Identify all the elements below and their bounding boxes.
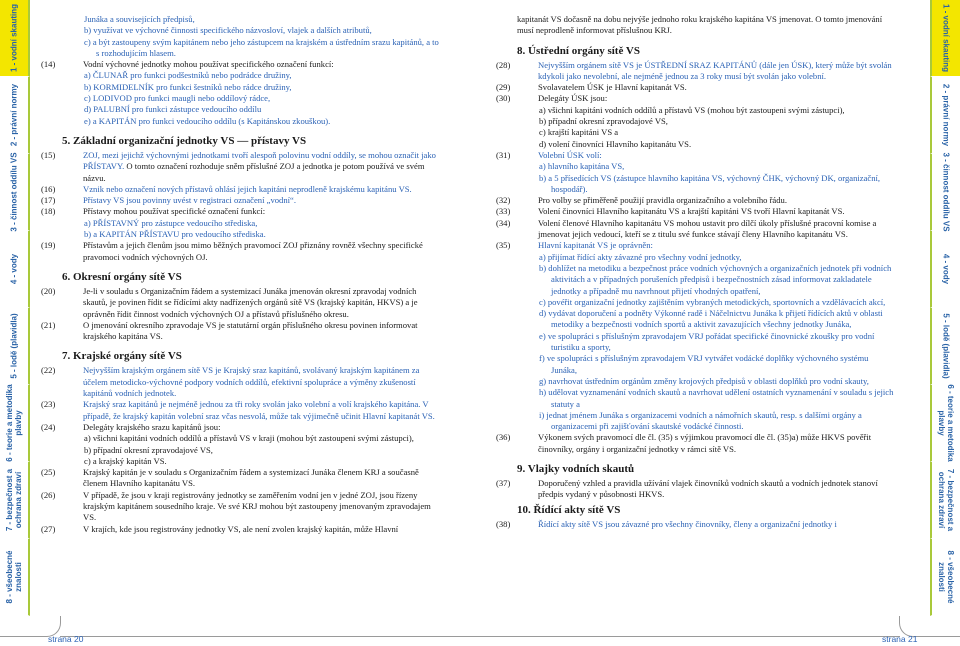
tab-chapter-6[interactable] bbox=[930, 385, 960, 462]
intro-line: c) a být zastoupeny svým kapitánem nebo jeho zástupcem na krajském a ústředním srazu kapitánů, a to s rozhodujícím hlasem. bbox=[84, 36, 439, 58]
tab-label: 4 - vody bbox=[9, 253, 19, 285]
tab-label: 1 - vodní skauting bbox=[941, 3, 951, 72]
paragraph-25: (25) Krajský kapitán je v souladu s Organizačním řádem a systemizací Junáka členem KRJ a současně členem Hlavního kapitanátu VS. bbox=[41, 467, 419, 489]
tab-label: 8 - všeobecné znalosti bbox=[937, 550, 955, 604]
list-item: c) LODIVOD pro funkci maugli nebo oddílový rádce, bbox=[84, 93, 271, 104]
list-item: c) krajští kapitáni VS a bbox=[539, 127, 619, 138]
paragraph-19: (19) Přístavům a jejich členům jsou mimo běžných pravomocí ZOJ přiznány rovněž všechny specifické pravomoci vodních výchovných OJ. bbox=[41, 240, 423, 262]
page-number-left: strana 20 bbox=[48, 634, 84, 644]
list-item: a) ČLUNAŘ pro funkci podšestníků nebo podrádce družiny, bbox=[84, 70, 292, 81]
tab-label: 7 - bezpečnost a ochrana zdraví bbox=[937, 468, 955, 532]
paragraph-24: (24) Delegáty krajského srazu kapitánů jsou: bbox=[41, 421, 221, 432]
list-item: c) povéřit organizační jednotky zajištěním vybraných metodických, sportovních a vzdělávacích akcí, bbox=[539, 296, 886, 307]
list-item: a) PŘÍSTAVNÝ pro zástupce vedoucího střediska, bbox=[84, 217, 258, 228]
tab-label: 2 - právní normy bbox=[9, 83, 19, 147]
tab-label: 3 - činnost oddílu VS bbox=[941, 152, 951, 232]
list-item: b) dohlížet na metodiku a bezpečnost práce vodních výchovných a organizačních jednotek při vodních aktivitách a v případných porušeních předpisů i bezpečnostních zásad informovat zakladatele jednotky a případně mu navrhnout přijetí vhodných opatření, bbox=[539, 262, 892, 296]
list-item: a) všichni kapitáni vodních oddílů a přístavů VS (mohou být zastoupeni svými zástupci), bbox=[539, 104, 845, 115]
intro-line: b) využívat ve výchovné činnosti specifického názvosloví, vlajek a dalších atributů, bbox=[84, 25, 372, 36]
tab-chapter-1[interactable] bbox=[0, 0, 30, 77]
page-number-right: strana 21 bbox=[882, 634, 918, 644]
paragraph-22: (22) Nejvyšším krajským orgánem sítě VS je Krajský sraz kapitánů, svolávaný krajským kapitánem za účelem metodicko-výchovné podpory vodních oddílů, efektivní spolupráce a výměny zkušeností kapitánů vodních jednotek. bbox=[41, 365, 420, 399]
tab-label: 4 - vody bbox=[941, 253, 951, 285]
section-heading-5: 5. Základní organizační jednotky VS — přístavy VS bbox=[62, 134, 307, 147]
list-item: b) a KAPITÁN PŘÍSTAVU pro vedoucího střediska. bbox=[84, 229, 266, 240]
paragraph-16: (16) Vznik nebo označení nových přístavů ohlásí jejich kapitáni neprodleně krajskému kapitánu VS. bbox=[41, 183, 412, 194]
list-item: d) vydávat doporučení a podněty Výkonné radě i Náčelnictvu Junáka k přijetí řídících aktů v oblasti metodiky a bezpečnosti vodních sportů a aktivit zavazujících všechny jednotky Junáka, bbox=[539, 308, 883, 330]
paragraph-28: (28) Nejvyšším orgánem sítě VS je ÚSTŘEDNÍ SRAZ KAPITÁNŮ (dále jen ÚSK), který může být svolán kdykoli jako nevolební, ale nejméně jednou za 3 roky musí být svolán jako volební. bbox=[496, 59, 892, 81]
right-page bbox=[496, 0, 895, 615]
paragraph-20: (20) Je-li v souladu s Organizačním řádem a systemizací Junáka jmenován okresní zpravodaj vodních skautů, je povinen řídit se řídícími akty nadřízených orgánů sítě VS (krajský kapitán, HKVS) a je oprávněn řídit činnost vodních výchovných OJ a přístavů příslušného okresu. bbox=[41, 285, 418, 319]
list-item: a) všichni kapitáni vodních oddílů a přístavů VS v kraji (mohou být zastoupeni svými zástupci), bbox=[84, 433, 414, 444]
tab-chapter-1[interactable] bbox=[930, 0, 960, 77]
paragraph-35: (35) Hlavní kapitanát VS je oprávněn: bbox=[496, 240, 653, 251]
continuation-text: kapitanát VS dočasně na dobu nejvýše jednoho roku krajského kapitána VS jmenovat. O tomto jmenování musí neprodleně informovat příslušnou KRJ. bbox=[517, 14, 883, 36]
list-item: e) a KAPITÁN pro funkci vedoucího oddílu (s Kapitánskou zkouškou). bbox=[84, 115, 331, 126]
tab-chapter-3[interactable] bbox=[930, 154, 960, 231]
tab-chapter-8[interactable] bbox=[930, 539, 960, 616]
paragraph-27: (27) V krajích, kde jsou registrovány jednotky VS, ale není zvolen krajský kapitán, může Hlavní bbox=[41, 523, 399, 534]
paragraph-34: (34) Volení členové Hlavního kapitanátu VS mohou ustavit pro dílčí úkoly příslušné pracovní komise a jmenovat jejich vedoucí, kteří se z titulu své funkce stávají členy Hlavního kapitanátu VS. bbox=[496, 217, 877, 240]
tab-label: 8 - všeobecné znalosti bbox=[5, 550, 23, 604]
tab-chapter-2[interactable] bbox=[930, 77, 960, 154]
tab-label: 7 - bezpečnost a ochrana zdraví bbox=[5, 468, 23, 532]
tab-chapter-7[interactable] bbox=[930, 462, 960, 539]
list-item: g) navrhovat ústředním orgánům změny krojových předpisů v oblasti doplňků pro vodní skauty, bbox=[539, 375, 869, 386]
list-item: a) přijímat řídící akty závazné pro všechny vodní jednotky, bbox=[539, 251, 742, 262]
tab-label: 6 - teorie a metodika plavby bbox=[937, 384, 955, 462]
paragraph-17: (17) Přístavy VS jsou povinny uvést v registraci označení „vodní“. bbox=[41, 195, 296, 206]
paragraph-29: (29) Svolavatelem ÚSK je Hlavní kapitanát VS. bbox=[496, 82, 687, 93]
paragraph-30: (30) Delegáty ÚSK jsou: bbox=[496, 93, 608, 104]
list-item: b) a 5 přísedících VS (zástupce hlavního kapitána VS, výchovný ČHK, výchovný DK, organizační, hospodář). bbox=[539, 172, 881, 194]
section-heading-9: 9. Vlajky vodních skautů bbox=[517, 462, 635, 475]
paragraph-36: (36) Výkonem svých pravomocí dle čl. (35) s výjimkou pravomocí dle čl. (35)a) může HKVS pověřit činovníky, orgány i organizační jednotky v rámci sítě VS. bbox=[496, 432, 872, 454]
section-heading-7: 7. Krajské orgány sítě VS bbox=[62, 350, 182, 363]
list-item: f) ve spolupráci s příslušným zpravodajem VRJ vytvářet vodácké doplňky výchovného systému Junáka, bbox=[539, 353, 869, 375]
list-item: b) případní okresní zpravodajové VS, bbox=[539, 116, 668, 127]
paragraph-37: (37) Doporučený vzhled a pravidla užívání vlajek činovníků vodních skautů a vodních jednotek stanoví předpis vydaný v působnosti HKVS. bbox=[496, 477, 878, 500]
section-heading-10: 10. Řídící akty sítě VS bbox=[517, 503, 621, 516]
paragraph-18: (18) Přístavy mohou používat specifické označení funkcí: bbox=[41, 206, 266, 217]
paragraph-15: (15) ZOJ, mezi jejichž výchovnými jednotkami tvoří alespoň polovinu vodní oddíly, se mohou označit jako PŘÍSTAVY. O tomto označení rozhoduje sněm příslušné ZOJ a jednotka je potom používá ve svém názvu. bbox=[41, 149, 436, 183]
list-item: d) volení činovníci Hlavního kapitanátu VS. bbox=[539, 138, 692, 149]
tab-chapter-6[interactable] bbox=[0, 385, 30, 462]
list-item: d) PALUBNÍ pro funkci zástupce vedoucího oddílu bbox=[84, 104, 262, 115]
paragraph-33: (33) Volení činovníci Hlavního kapitanátu VS a krajští kapitáni VS tvoří Hlavní kapitanát VS. bbox=[496, 206, 845, 217]
tab-label: 1 - vodní skauting bbox=[9, 4, 19, 73]
paragraph-23: (23) Krajský sraz kapitánů je nejméně jednou za tři roky svolán jako volební a volí krajského kapitána. V případě, že krajský kapitán volební sraz včas nesvolá, může tak výjimečně učinit Hlavní kapitanát VS. bbox=[41, 399, 435, 421]
paragraph-21: (21) O jmenování okresního zpravodaje VS je statutární orgán příslušného okresu povinen informovat krajského kapitána VS. bbox=[41, 319, 418, 342]
paragraph-26: (26) V případě, že jsou v kraji registrovány jednotky se zaměřením vodní jen v jedné ZOJ, jsou řízeny krajským kapitánem sousedního kraje. Ve své KRJ mohou být zastoupeny jmenovaným zpravodajem VS. bbox=[41, 489, 431, 523]
paragraph-14: (14) Vodní výchovné jednotky mohou používat specifického označení funkcí: bbox=[41, 59, 334, 70]
paragraph-38: (38) Řídící akty sítě VS jsou závazné pro všechny činovníky, členy a organizační jednotky i bbox=[496, 518, 837, 529]
list-item: c) a krajský kapitán VS. bbox=[84, 455, 167, 466]
right-chapter-tabs bbox=[930, 0, 960, 616]
section-heading-8: 8. Ústřední orgány sítě VS bbox=[517, 44, 640, 57]
list-item: e) ve spolupráci s příslušným zpravodajem VRJ pořádat specifické činovnické zkoušky pro vodní turistiku a sporty, bbox=[539, 330, 875, 353]
list-item: b) KORMIDELNÍK pro funkci šestníků nebo rádce družiny, bbox=[84, 81, 292, 92]
list-item: i) jednat jménem Junáka s organizacemi vodních a námořních skautů, resp. s dalšími orgány a organizacemi při zajišťování skautské vodácké činnosti. bbox=[539, 409, 862, 432]
section-heading-6: 6. Okresní orgány sítě VS bbox=[62, 270, 182, 283]
tab-chapter-5[interactable] bbox=[0, 308, 30, 385]
left-page bbox=[41, 0, 440, 615]
tab-label: 2 - právní normy bbox=[941, 83, 951, 147]
tab-label: 5 - lodě (plavidla) bbox=[9, 313, 19, 379]
tab-label: 6 - teorie a metodika plavby bbox=[5, 384, 23, 462]
tab-chapter-3[interactable] bbox=[0, 154, 30, 231]
list-item: h) udělovat vyznamenání vodních skautů a navrhovat udělení ostatních vyznamenání v souladu s jejich statuty a bbox=[539, 387, 894, 409]
tab-chapter-2[interactable] bbox=[0, 77, 30, 154]
left-chapter-tabs bbox=[0, 0, 30, 616]
list-item: b) případní okresní zpravodajové VS, bbox=[84, 444, 213, 455]
footer-rule bbox=[60, 636, 900, 637]
tab-chapter-7[interactable] bbox=[0, 462, 30, 539]
paragraph-31: (31) Volební ÚSK volí: bbox=[496, 149, 602, 160]
list-item: a) hlavního kapitána VS, bbox=[539, 161, 625, 172]
tab-chapter-8[interactable] bbox=[0, 539, 30, 616]
tab-label: 3 - činnost oddílu VS bbox=[9, 152, 19, 232]
tab-chapter-4[interactable] bbox=[930, 231, 960, 308]
tab-label: 5 - lodě (plavidla) bbox=[941, 313, 951, 379]
tab-chapter-5[interactable] bbox=[930, 308, 960, 385]
paragraph-32: (32) Pro volby se přiměřeně použijí pravidla organizačního a volebního řádu. bbox=[496, 195, 787, 206]
intro-line: Junáka a souvisejících předpisů, bbox=[84, 14, 195, 24]
tab-chapter-4[interactable] bbox=[0, 231, 30, 308]
